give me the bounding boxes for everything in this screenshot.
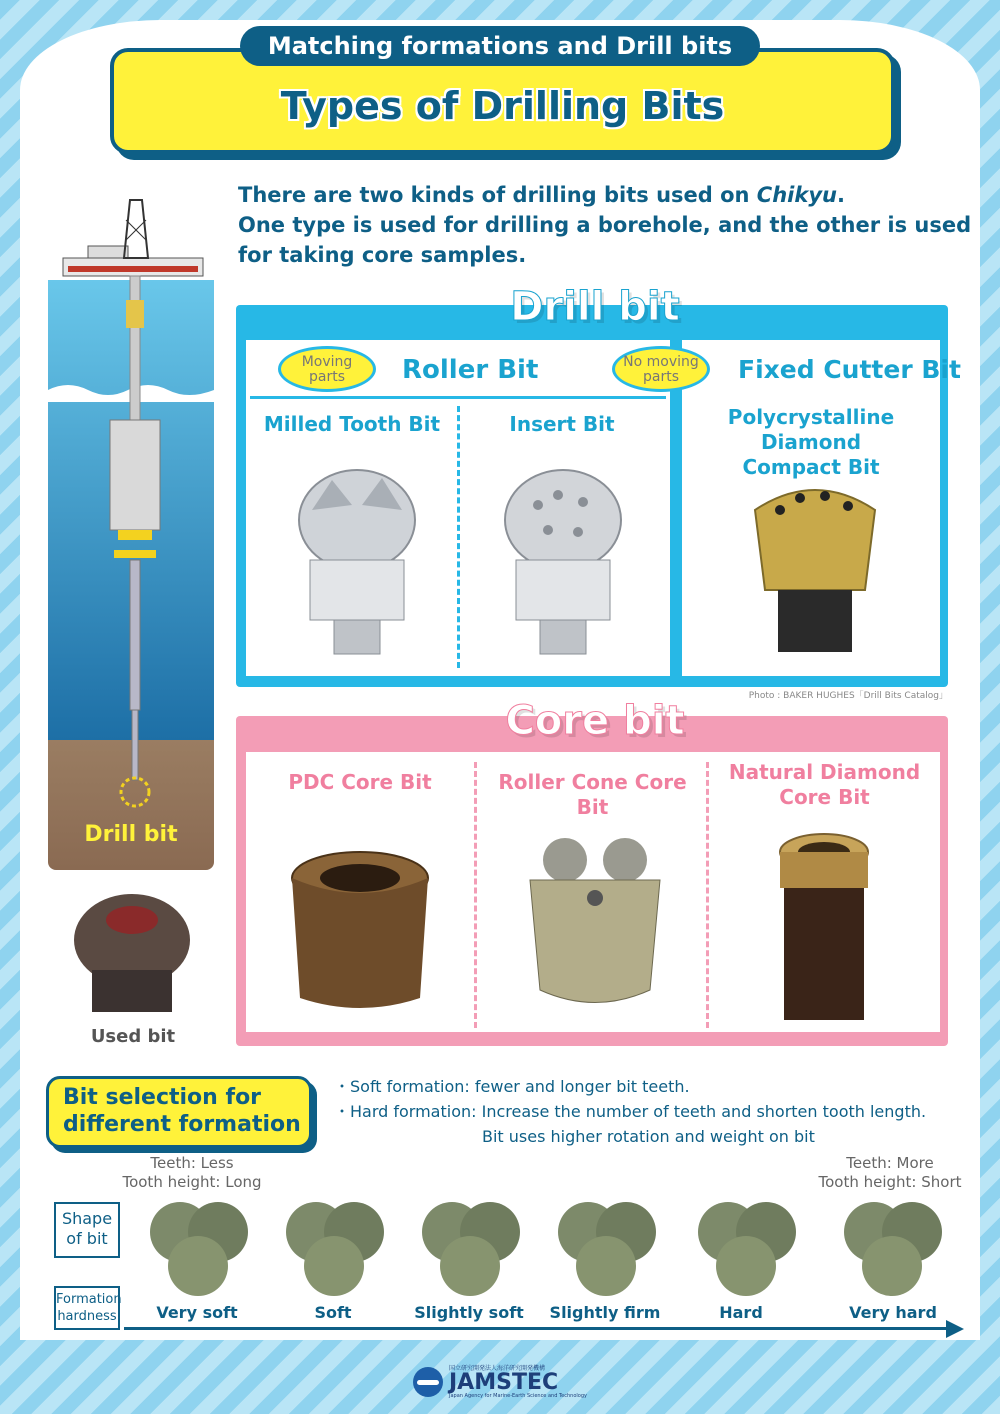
note-hard: ・Hard formation: Increase the number of teeth and shorten tooth length.: [334, 1102, 927, 1121]
org-japanese-name: 国立研究開発法人海洋研究開発機構: [449, 1364, 546, 1372]
pdc-bit-photo: [740, 470, 890, 660]
used-bit-photo: [62, 880, 202, 1020]
no-moving-parts-bubble: No moving parts: [612, 346, 710, 392]
tricone-bit-slightly-soft: [414, 1192, 526, 1304]
milled-tooth-title: Milled Tooth Bit: [263, 412, 441, 436]
drill-bit-callout: Drill bit: [84, 822, 178, 847]
intro-line-1: There are two kinds of drilling bits used on Chikyu.: [238, 183, 845, 207]
hardness-soft: Soft: [314, 1303, 352, 1322]
poster-subtitle: Matching formations and Drill bits: [240, 26, 760, 66]
roller-bit-title: Roller Bit: [402, 355, 539, 385]
roller-dashed-divider: [457, 406, 460, 668]
roller-cone-core-bit-photo: [520, 830, 670, 1020]
hardness-hard: Hard: [719, 1303, 763, 1322]
insert-bit-photo: [488, 460, 638, 660]
photo-credit: Photo : BAKER HUGHES「Drill Bits Catalog」: [748, 691, 948, 701]
milled-tooth-bit-photo: [282, 460, 432, 660]
tricone-bit-soft: [278, 1192, 390, 1304]
bit-selection-notes: [334, 1074, 926, 1149]
org-english-name: Japan Agency for Marine-Earth Science and Technology: [449, 1392, 587, 1399]
teeth-less-label: Teeth: Less Tooth height: Long: [122, 1154, 262, 1191]
core-bit-heading: Core bit: [505, 698, 685, 744]
jamstec-logo-icon: [413, 1367, 443, 1397]
tricone-bit-hard: [690, 1192, 802, 1304]
tricone-bit-very-soft: [142, 1192, 254, 1304]
hardness-very-hard: Very hard: [849, 1303, 937, 1322]
org-name: JAMSTEC: [449, 1369, 559, 1395]
jamstec-logo: [413, 1366, 587, 1399]
footer: [0, 1350, 1000, 1414]
roller-cone-core-bit-title: Roller Cone Core Bit: [498, 770, 687, 819]
core-dashed-divider-2: [706, 762, 709, 1028]
pdc-bit-title: Polycrystalline Diamond Compact Bit: [727, 405, 895, 479]
note-soft: ・Soft formation: fewer and longer bit teeth.: [334, 1077, 690, 1096]
pdc-core-bit-title: PDC Core Bit: [288, 770, 432, 794]
shape-of-bit-label: Shape of bit: [54, 1202, 120, 1258]
note-hard-cont: Bit uses higher rotation and weight on bit: [482, 1127, 815, 1146]
hardness-very-soft: Very soft: [156, 1303, 238, 1322]
drill-bit-heading: Drill bit: [510, 284, 680, 330]
ship-drilling-diagram: [48, 180, 214, 870]
tricone-bit-slightly-firm: [550, 1192, 662, 1304]
intro-line-3: for taking core samples.: [238, 243, 527, 267]
formation-hardness-label: Formation hardness: [54, 1286, 120, 1330]
bit-selection-badge: Bit selection for different formation: [46, 1076, 312, 1148]
poster-title: Types of Drilling Bits: [280, 84, 725, 128]
intro-text: [238, 180, 972, 270]
used-bit-caption: Used bit: [90, 1026, 176, 1047]
hardness-arrow-head: [946, 1320, 964, 1338]
roller-divider: [250, 396, 666, 399]
pdc-core-bit-photo: [280, 838, 440, 1018]
natural-diamond-core-bit-title: Natural Diamond Core Bit: [728, 760, 921, 809]
fixed-cutter-title: Fixed Cutter Bit: [738, 355, 961, 384]
intro-line-2: One type is used for drilling a borehole, and the other is used: [238, 213, 972, 237]
insert-bit-title: Insert Bit: [509, 412, 615, 436]
moving-parts-bubble: Moving parts: [278, 346, 376, 392]
hardness-slightly-firm: Slightly firm: [549, 1303, 661, 1322]
core-dashed-divider-1: [474, 762, 477, 1028]
teeth-more-label: Teeth: More Tooth height: Short: [818, 1154, 962, 1191]
natural-diamond-core-bit-photo: [774, 830, 874, 1026]
tricone-bit-very-hard: [836, 1192, 948, 1304]
hardness-slightly-soft: Slightly soft: [414, 1303, 524, 1322]
hardness-arrow-line: [124, 1327, 952, 1330]
